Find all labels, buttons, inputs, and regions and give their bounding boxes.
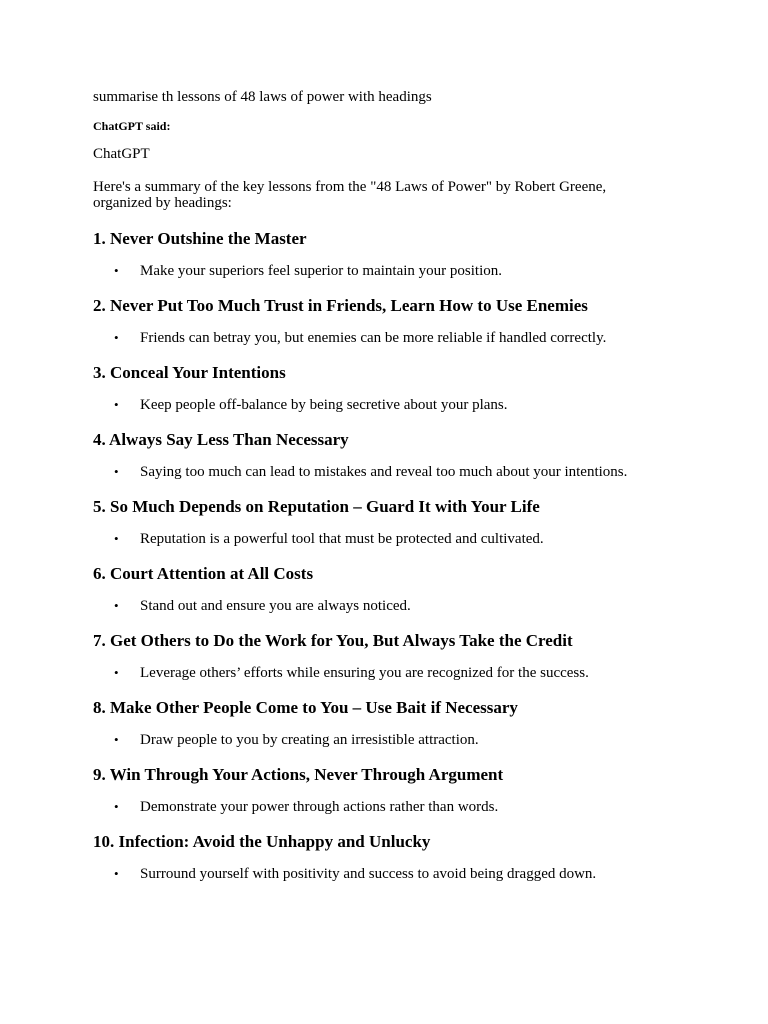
law-section-4 bbox=[93, 430, 668, 482]
bullet-icon: • bbox=[114, 464, 119, 479]
law-section-3 bbox=[93, 363, 668, 415]
intro-paragraph: Here's a summary of the key lessons from the "48 Laws of Power" by Robert Greene, organized by headings: bbox=[93, 179, 607, 211]
law-point: Make your superiors feel superior to maintain your position. bbox=[140, 263, 503, 279]
law-heading: 1. Never Outshine the Master bbox=[93, 229, 307, 248]
law-heading: 2. Never Put Too Much Trust in Friends, Learn How to Use Enemies bbox=[93, 296, 588, 315]
list-item bbox=[93, 797, 668, 817]
bullet-icon: • bbox=[114, 397, 119, 412]
law-list bbox=[93, 395, 668, 415]
law-point: Surround yourself with positivity and success to avoid being dragged down. bbox=[140, 866, 597, 882]
list-item bbox=[93, 663, 668, 683]
user-prompt: summarise th lessons of 48 laws of power with headings bbox=[93, 89, 432, 105]
law-point: Keep people off-balance by being secretive about your plans. bbox=[140, 397, 508, 413]
law-point: Saying too much can lead to mistakes and reveal too much about your intentions. bbox=[140, 464, 628, 480]
list-item bbox=[93, 529, 668, 549]
law-section-7 bbox=[93, 631, 668, 683]
law-list bbox=[93, 663, 668, 683]
law-point: Draw people to you by creating an irresistible attraction. bbox=[140, 732, 479, 748]
law-heading: 6. Court Attention at All Costs bbox=[93, 564, 314, 583]
bullet-icon: • bbox=[114, 866, 119, 881]
law-list bbox=[93, 797, 668, 817]
assistant-name: ChatGPT bbox=[93, 146, 150, 162]
law-point: Stand out and ensure you are always noticed. bbox=[140, 598, 411, 614]
law-heading: 8. Make Other People Come to You – Use Bait if Necessary bbox=[93, 698, 518, 717]
bullet-icon: • bbox=[114, 531, 119, 546]
bullet-icon: • bbox=[114, 732, 119, 747]
bullet-icon: • bbox=[114, 330, 119, 345]
law-heading: 9. Win Through Your Actions, Never Through Argument bbox=[93, 765, 504, 784]
law-point: Demonstrate your power through actions rather than words. bbox=[140, 799, 499, 815]
law-heading: 10. Infection: Avoid the Unhappy and Unlucky bbox=[93, 832, 431, 851]
list-item bbox=[93, 261, 668, 281]
bullet-icon: • bbox=[114, 665, 119, 680]
bullet-icon: • bbox=[114, 263, 119, 278]
law-section-6 bbox=[93, 564, 668, 616]
list-item bbox=[93, 596, 668, 616]
law-list bbox=[93, 462, 668, 482]
law-list bbox=[93, 328, 668, 348]
law-heading: 4. Always Say Less Than Necessary bbox=[93, 430, 349, 449]
law-section-8 bbox=[93, 698, 668, 750]
list-item bbox=[93, 395, 668, 415]
law-section-5 bbox=[93, 497, 668, 549]
law-point: Friends can betray you, but enemies can be more reliable if handled correctly. bbox=[140, 330, 607, 346]
law-heading: 7. Get Others to Do the Work for You, But Always Take the Credit bbox=[93, 631, 573, 650]
bullet-icon: • bbox=[114, 598, 119, 613]
law-section-2 bbox=[93, 296, 668, 348]
speaker-label: ChatGPT said: bbox=[93, 119, 171, 133]
law-heading: 5. So Much Depends on Reputation – Guard It with Your Life bbox=[93, 497, 540, 516]
list-item bbox=[93, 864, 668, 884]
law-list bbox=[93, 261, 668, 281]
law-section-10 bbox=[93, 832, 668, 884]
law-section-1 bbox=[93, 229, 668, 281]
law-list bbox=[93, 730, 668, 750]
list-item bbox=[93, 462, 668, 482]
law-list bbox=[93, 864, 668, 884]
law-section-9 bbox=[93, 765, 668, 817]
list-item bbox=[93, 328, 668, 348]
list-item bbox=[93, 730, 668, 750]
law-point: Reputation is a powerful tool that must be protected and cultivated. bbox=[140, 531, 544, 547]
law-heading: 3. Conceal Your Intentions bbox=[93, 363, 286, 382]
law-list bbox=[93, 596, 668, 616]
bullet-icon: • bbox=[114, 799, 119, 814]
law-list bbox=[93, 529, 668, 549]
law-point: Leverage others’ efforts while ensuring you are recognized for the success. bbox=[140, 665, 589, 681]
